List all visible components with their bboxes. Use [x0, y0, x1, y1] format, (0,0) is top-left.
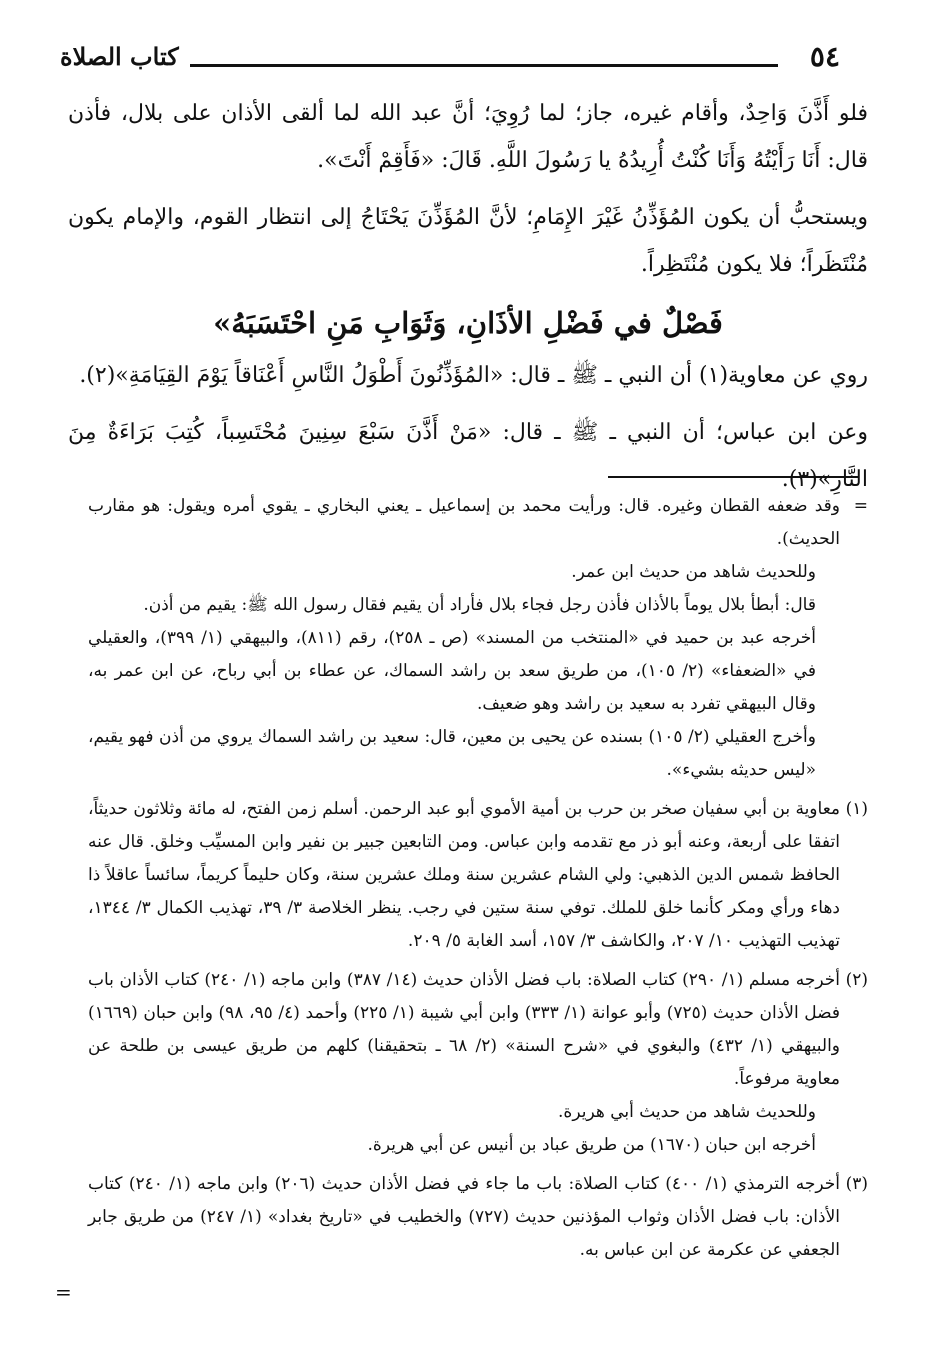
footnote-number: (٢) [845, 970, 868, 990]
footnote-number: (٣) [845, 1174, 868, 1194]
footnote-text: أخرجه ابن حبان (١٦٧٠) من طريق عباد بن أنيس عن أبي هريرة. [367, 1135, 816, 1155]
footnote-text: وقد ضعفه القطان وغيره. قال: ورأيت محمد بن إسماعيل ـ يعني البخاري ـ يقوي أمره ويقول: هو مقارب الحديث). [88, 496, 840, 549]
continuation-marker-end: = [55, 1280, 72, 1304]
footnote-number: (١) [845, 799, 868, 819]
running-title: كتاب الصلاة [60, 42, 179, 71]
page-number: ٥٤ [809, 40, 840, 73]
footnote-text: وللحديث شاهد من حديث أبي هريرة. [558, 1102, 816, 1122]
footnote-text: وللحديث شاهد من حديث ابن عمر. [571, 562, 816, 582]
footnote-3 [88, 1168, 868, 1267]
paragraph: وعن ابن عباس؛ أن النبي ـ ﷺ ـ قال: «مَنْ أَذَّنَ سَبْعَ سِنِينَ مُحْتَسِباً، كُتِبَ بَرَاءَةٌ مِنَ النَّارِ»(٣). [68, 420, 868, 492]
paragraph: روي عن معاوية(١) أن النبي ـ ﷺ ـ قال: «المُؤَذِّنُونَ أَطْوَلُ النَّاسِ أَعْنَاقاً يَوْمَ القِيَامَةِ»(٢). [79, 363, 868, 388]
footnote-text: أخرجه مسلم (١/ ٢٩٠) كتاب الصلاة: باب فضل الأذان حديث (١٤/ ٣٨٧) وابن ماجه (١/ ٢٤٠) كتاب الأذان باب فضل الأذان حديث (٧٢٥) وأبو عوانة (١/ ٣٣٣) وابن أبي شيبة (١/ ٢٢٥) وأحمد (٤/ ٩٥، ٩٨) وابن حبان (١٦٦٩) والبيهقي (١/ ٤٣٢) والبغوي في «شرح السنة» (٢/ ٦٨ ـ بتحقيقنا) كلهم من طريق عيسى بن طلحة عن معاوية مرفوعاً. [88, 970, 841, 1089]
footnote-2 [88, 964, 868, 1162]
paragraph: فلو أَذَّنَ وَاحِدٌ، وأقام غيره، جاز؛ لما رُوِيَ؛ أنَّ عبد الله لما ألقى الأذان على بلال، فأذن قال: أَنَا رَأَيْتُهُ وَأَنَا كُنْتُ أُرِيدُهُ يا رَسُولَ اللَّهِ. قَالَ: «فَأَقِمْ أَنْتَ». [68, 101, 868, 173]
footnotes [88, 490, 868, 1273]
footnote-text: معاوية بن أبي سفيان صخر بن حرب بن أمية الأموي أبو عبد الرحمن. أسلم زمن الفتح، له مائة وثلاثون حديثاً، اتفقا على أربعة، وعنه أبو ذر مع تقدمه وابن عباس. ومن التابعين جبير بن نفير وابن المسيِّب وخلق. قال عنه الحافظ شمس الدين الذهبي: ولي الشام عشرين سنة وملك عشرين سنة، وكان حليماً كريماً، سائساً عاقلاً ذا دهاء ورأي ومكر كأنما خلق للملك. توفي سنة ستين في رجب. ينظر الخلاصة ٣/ ٣٩، تهذيب الكمال ٣/ ١٣٤٤، تهذيب التهذيب ١٠/ ٢٠٧، والكاشف ٣/ ١٥٧، أسد الغابة ٥/ ٢٠٩. [88, 799, 840, 951]
page-header [60, 40, 840, 80]
header-rule [190, 64, 778, 67]
footnote-text: وأخرج العقيلي (٢/ ١٠٥) بسنده عن يحيى بن معين، قال: سعيد بن راشد السماك يروي من أذن فهو يقيم، «ليس حديثه بشيء». [88, 727, 816, 780]
continuation-marker: = [853, 496, 868, 516]
footnote-1 [88, 793, 868, 958]
footnote-text: أخرجه الترمذي (١/ ٤٠٠) كتاب الصلاة: باب ما جاء في فضل الأذان حديث (٢٠٦) وابن ماجه (١/ ٢٤٠) كتاب الأذان: باب فضل الأذان وثواب المؤذنين حديث (٧٢٧) والخطيب في «تاريخ بغداد» (١/ ٢٤٧) من طريق جابر الجعفي عن عكرمة عن ابن عباس به. [88, 1174, 841, 1260]
footnote-text: أخرجه عبد بن حميد في «المنتخب من المسند» (ص ـ ٢٥٨)، رقم (٨١١)، والبيهقي (١/ ٣٩٩)، والعقيلي في «الضعفاء» (٢/ ١٠٥)، من طريق سعد بن راشد السماك، عن عطاء بن أبي رباح، عن ابن عمر به، وقال البيهقي تفرد به سعيد بن راشد وهو ضعيف. [88, 628, 816, 714]
footnote-continuation [88, 490, 868, 787]
paragraph: ويستحبُّ أن يكون المُؤَذِّنُ غَيْرَ الإِمَامِ؛ لأنَّ المُؤَذِّنَ يَحْتَاجُ إلى انتظار القوم، والإمام يكون مُنْتَظَراً؛ فلا يكون مُنْتَظِراً. [68, 205, 868, 277]
footnote-text: قال: أبطأ بلال يوماً بالأذان فأذن رجل فجاء بلال فأراد أن يقيم فقال رسول الله ﷺ: يقيم من أذن. [143, 595, 816, 615]
section-heading: فَصْلٌ في فَضْلِ الأذَانِ، وَثَوَابِ مَنِ احْتَسَبَهُ» [213, 306, 723, 340]
footnote-separator [608, 476, 858, 478]
main-text [68, 90, 868, 513]
